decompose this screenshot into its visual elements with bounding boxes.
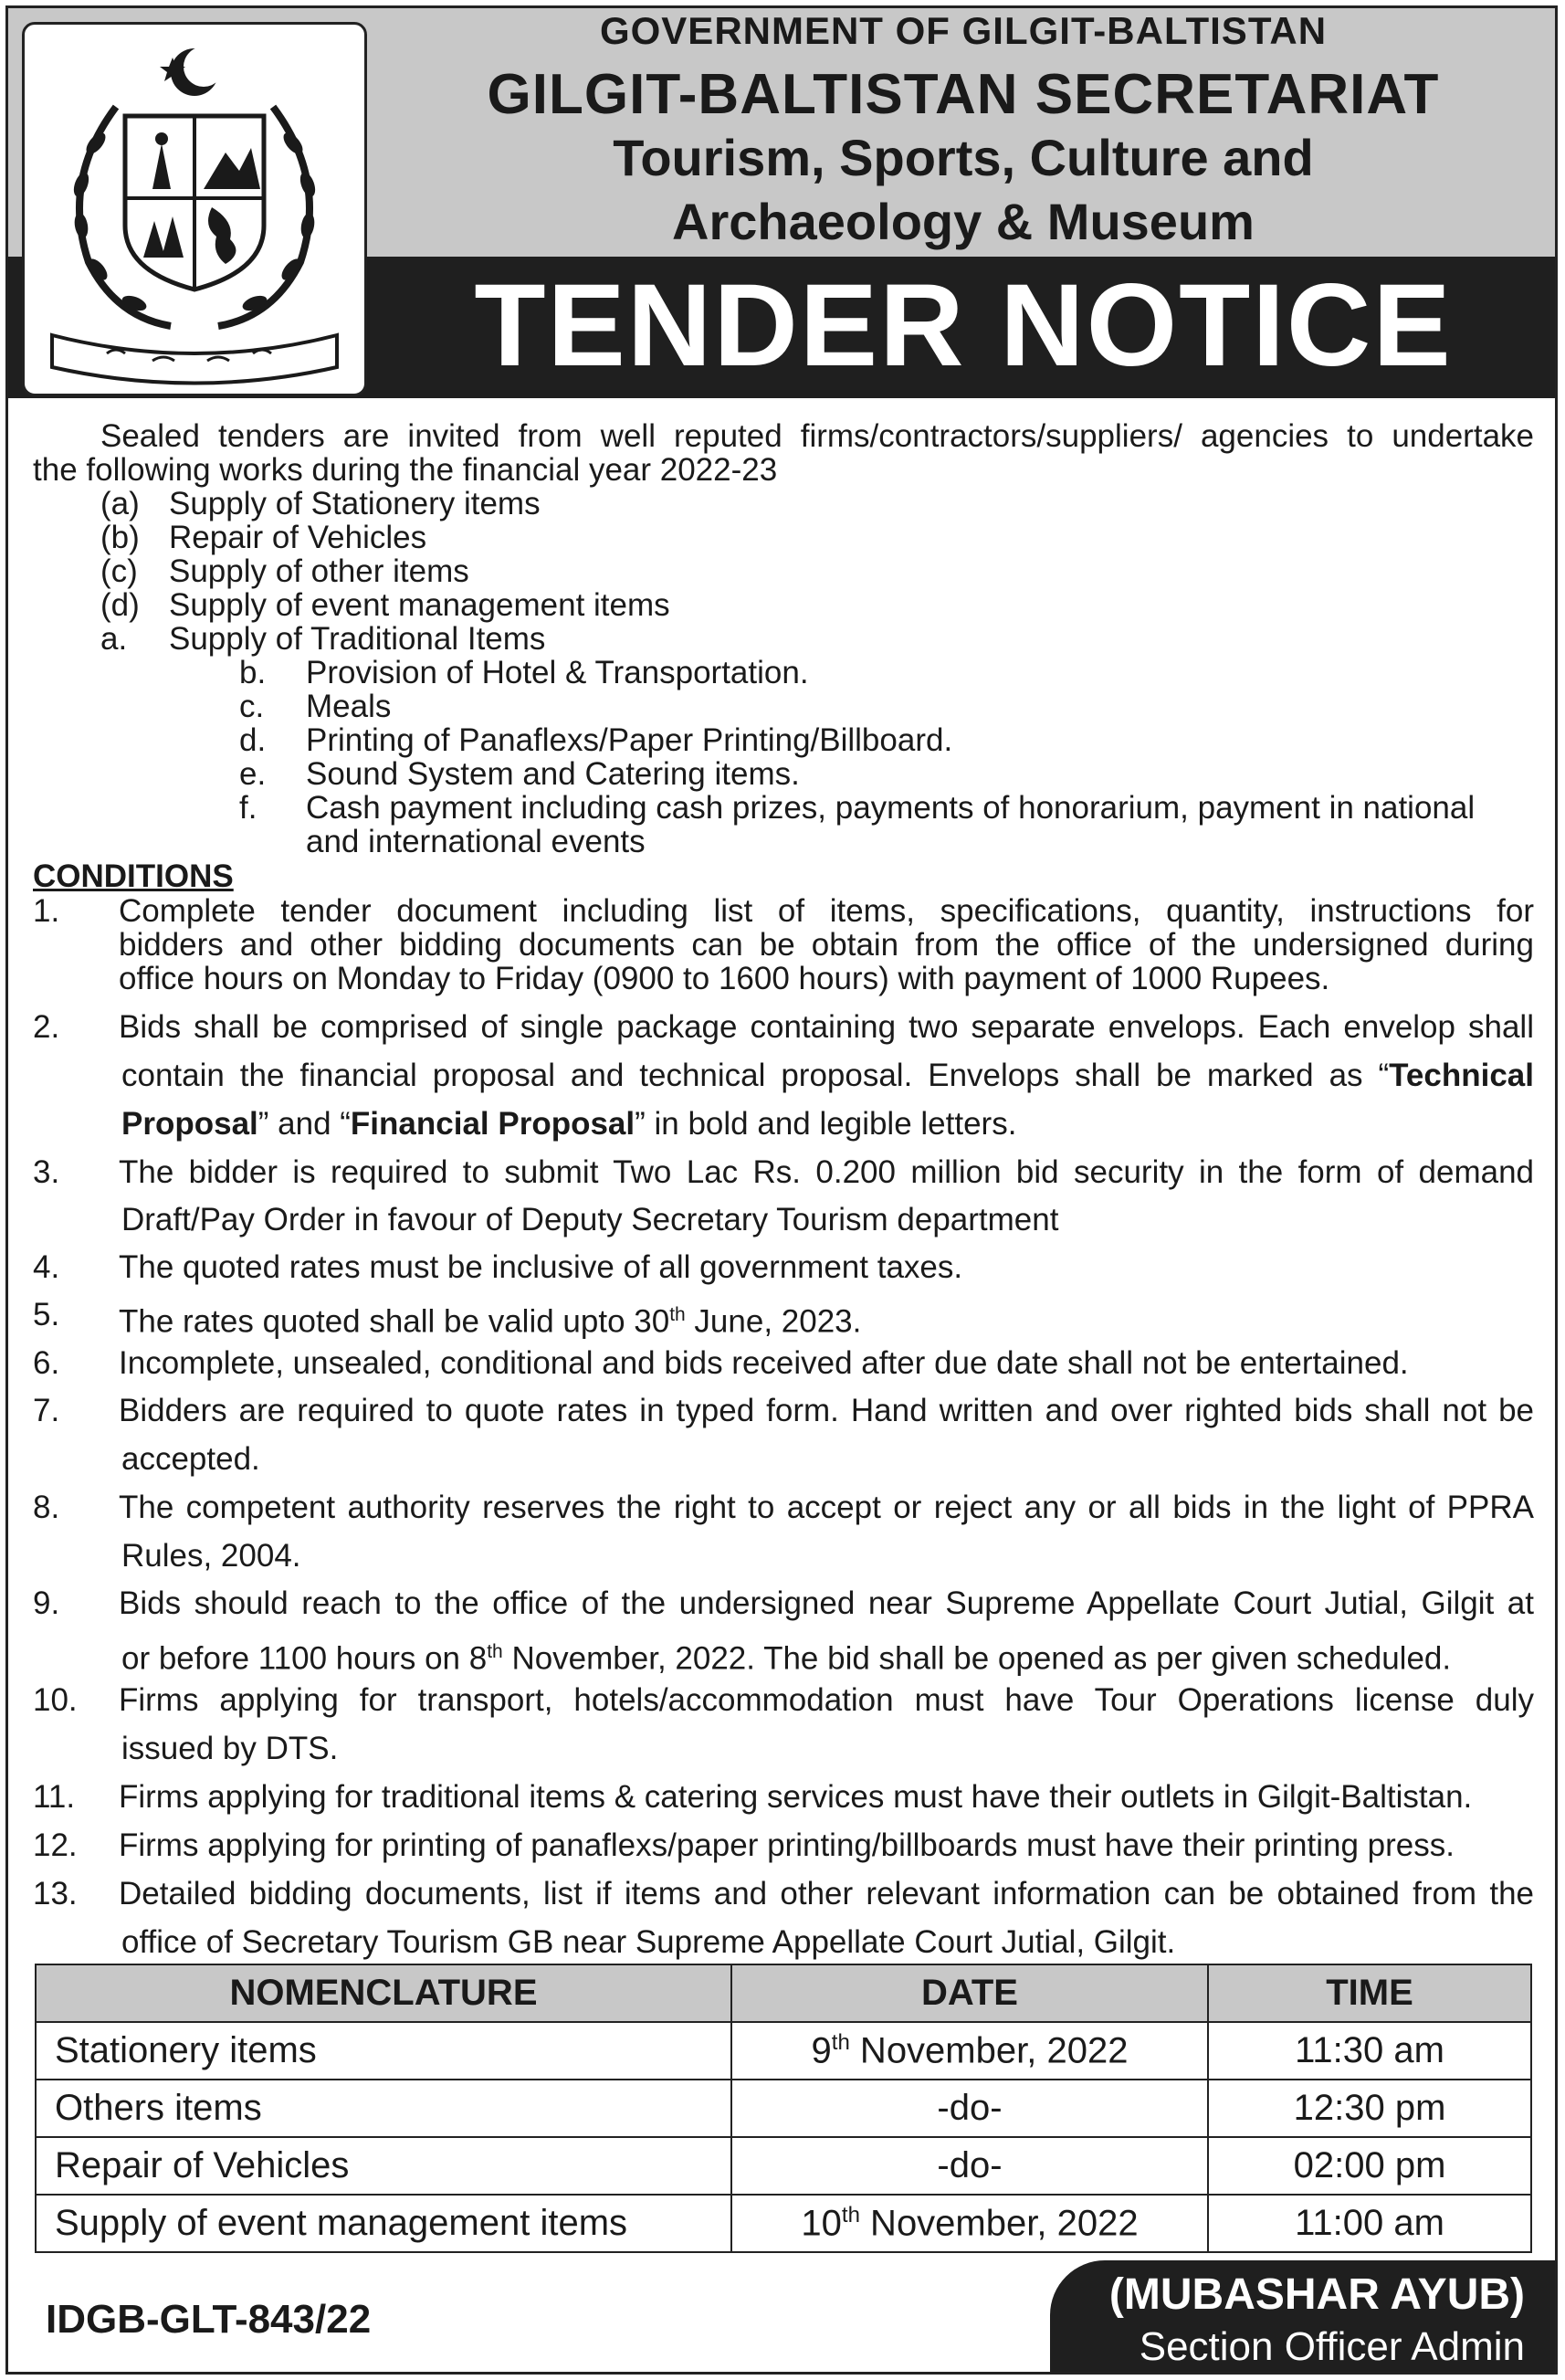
table-header-row <box>36 1964 1531 2022</box>
condition-number: 3. <box>33 1154 60 1190</box>
subwork-item: Printing of Panaflexs/Paper Printing/Billboard. <box>306 722 953 758</box>
signatory-name: (MUBASHAR AYUB) <box>1108 2270 1525 2319</box>
condition-text: Bids should reach to the office of the undersigned near Supreme Appellate Court Jutial, Gilgit at <box>119 1585 1534 1621</box>
column-header: NOMENCLATURE <box>36 1964 731 2022</box>
work-item: Repair of Vehicles <box>169 520 427 555</box>
date-cell: -do- <box>731 2080 1208 2137</box>
work-marker: (b) <box>100 520 140 555</box>
column-header: TIME <box>1208 1964 1531 2022</box>
work-marker: (c) <box>100 553 138 589</box>
condition-number: 9. <box>33 1585 60 1621</box>
signatory-title: Section Officer Admin <box>1139 2324 1525 2369</box>
condition-text: Firms applying for printing of panaflexs/paper printing/billboards must have their printing press. <box>119 1827 1455 1863</box>
condition-number: 1. <box>33 893 60 929</box>
condition-text: Detailed bidding documents, list if items and other relevant information can be obtained from the <box>119 1876 1534 1911</box>
subwork-marker: d. <box>239 722 267 758</box>
condition-text: Proposal” and “Financial Proposal” in bold and legible letters. <box>121 1106 1017 1142</box>
table-row <box>36 2195 1531 2252</box>
time-cell: 11:30 am <box>1208 2022 1531 2080</box>
time-cell: 11:00 am <box>1208 2195 1531 2252</box>
table-row <box>36 2022 1531 2080</box>
nomenclature-cell: Supply of event management items <box>36 2195 731 2252</box>
nomenclature-cell: Repair of Vehicles <box>36 2137 731 2195</box>
emblem-box <box>22 22 367 396</box>
condition-number: 13. <box>33 1876 78 1911</box>
condition-number: 7. <box>33 1393 60 1428</box>
condition-text: The quoted rates must be inclusive of all government taxes. <box>119 1249 963 1285</box>
condition-text: or before 1100 hours on 8th November, 2022. The bid shall be opened as per given scheduled. <box>121 1640 1452 1677</box>
condition-number: 12. <box>33 1827 78 1863</box>
subwork-item: Provision of Hotel & Transportation. <box>306 655 809 690</box>
condition-number: 8. <box>33 1490 60 1525</box>
condition-text: Firms applying for transport, hotels/accommodation must have Tour Operations license duly <box>119 1682 1534 1718</box>
column-header: DATE <box>731 1964 1208 2022</box>
date-cell: 10th November, 2022 <box>731 2195 1208 2252</box>
nomenclature-cell: Others items <box>36 2080 731 2137</box>
conditions-heading: CONDITIONS <box>33 858 234 894</box>
condition-number: 5. <box>33 1297 60 1332</box>
work-item: Supply of Traditional Items <box>169 621 546 657</box>
work-item: Supply of event management items <box>169 587 670 623</box>
intro-line-2: the following works during the financial year 2022-23 <box>33 452 778 488</box>
work-item: Supply of other items <box>169 553 469 589</box>
table-row <box>36 2137 1531 2195</box>
date-cell: 9th November, 2022 <box>731 2022 1208 2080</box>
condition-number: 2. <box>33 1009 60 1045</box>
condition-number: 11. <box>33 1779 76 1815</box>
table-row <box>36 2080 1531 2137</box>
work-marker: a. <box>100 621 128 657</box>
condition-text: Incomplete, unsealed, conditional and bids received after due date shall not be entertained. <box>119 1345 1409 1381</box>
condition-number: 4. <box>33 1249 60 1285</box>
condition-text: accepted. <box>121 1441 260 1477</box>
work-marker: (d) <box>100 587 140 623</box>
page-title: TENDER NOTICE <box>474 260 1453 391</box>
condition-text: The competent authority reserves the right to accept or reject any or all bids in the light of PPRA <box>119 1490 1534 1525</box>
subwork-marker: b. <box>239 655 267 690</box>
condition-text: Complete tender document including list of items, specifications, quantity, instructions for <box>119 893 1534 929</box>
department-heading-line1: Tourism, Sports, Culture and <box>613 129 1314 186</box>
work-item: Supply of Stationery items <box>169 486 541 521</box>
condition-text: office hours on Monday to Friday (0900 to 1600 hours) with payment of 1000 Rupees. <box>119 961 1330 996</box>
condition-text: bidders and other bidding documents can be obtain from the office of the undersigned during <box>119 927 1534 963</box>
subwork-item-continued: and international events <box>306 824 646 859</box>
condition-text: Bidders are required to quote rates in typed form. Hand written and over righted bids shall not be <box>119 1393 1534 1428</box>
intro-line-1: Sealed tenders are invited from well reputed firms/contractors/suppliers/ agencies to undertake <box>100 418 1534 454</box>
date-cell: -do- <box>731 2137 1208 2195</box>
time-cell: 02:00 pm <box>1208 2137 1531 2195</box>
subwork-item: Cash payment including cash prizes, payments of honorarium, payment in national <box>306 790 1476 826</box>
government-emblem-icon <box>25 25 364 394</box>
condition-text: issued by DTS. <box>121 1731 339 1766</box>
subwork-marker: f. <box>239 790 257 826</box>
condition-text: Firms applying for traditional items & catering services must have their outlets in Gilgit-Baltistan. <box>119 1779 1473 1815</box>
condition-text: contain the financial proposal and technical proposal. Envelops shall be marked as “Technical <box>121 1058 1534 1093</box>
condition-text: office of Secretary Tourism GB near Supreme Appellate Court Jutial, Gilgit. <box>121 1924 1176 1960</box>
condition-text: Draft/Pay Order in favour of Deputy Secretary Tourism department <box>121 1202 1059 1237</box>
subwork-item: Sound System and Catering items. <box>306 756 800 792</box>
reference-number: IDGB-GLT-843/22 <box>46 2297 372 2342</box>
opening-schedule-table <box>35 1964 1532 2253</box>
condition-text: The rates quoted shall be valid upto 30th June, 2023. <box>119 1303 862 1340</box>
work-marker: (a) <box>100 486 140 521</box>
nomenclature-cell: Stationery items <box>36 2022 731 2080</box>
condition-number: 6. <box>33 1345 60 1381</box>
subwork-item: Meals <box>306 689 392 724</box>
department-heading-line2: Archaeology & Museum <box>672 193 1255 250</box>
condition-text: The bidder is required to submit Two Lac Rs. 0.200 million bid security in the form of demand <box>119 1154 1534 1190</box>
condition-text: Bids shall be comprised of single package containing two separate envelops. Each envelop shall <box>119 1009 1534 1045</box>
time-cell: 12:30 pm <box>1208 2080 1531 2137</box>
condition-number: 10. <box>33 1682 78 1718</box>
subwork-marker: e. <box>239 756 267 792</box>
government-heading: GOVERNMENT OF GILGIT-BALTISTAN <box>599 9 1328 52</box>
subwork-marker: c. <box>239 689 265 724</box>
condition-text: Rules, 2004. <box>121 1538 301 1574</box>
secretariat-heading: GILGIT-BALTISTAN SECRETARIAT <box>487 63 1440 126</box>
